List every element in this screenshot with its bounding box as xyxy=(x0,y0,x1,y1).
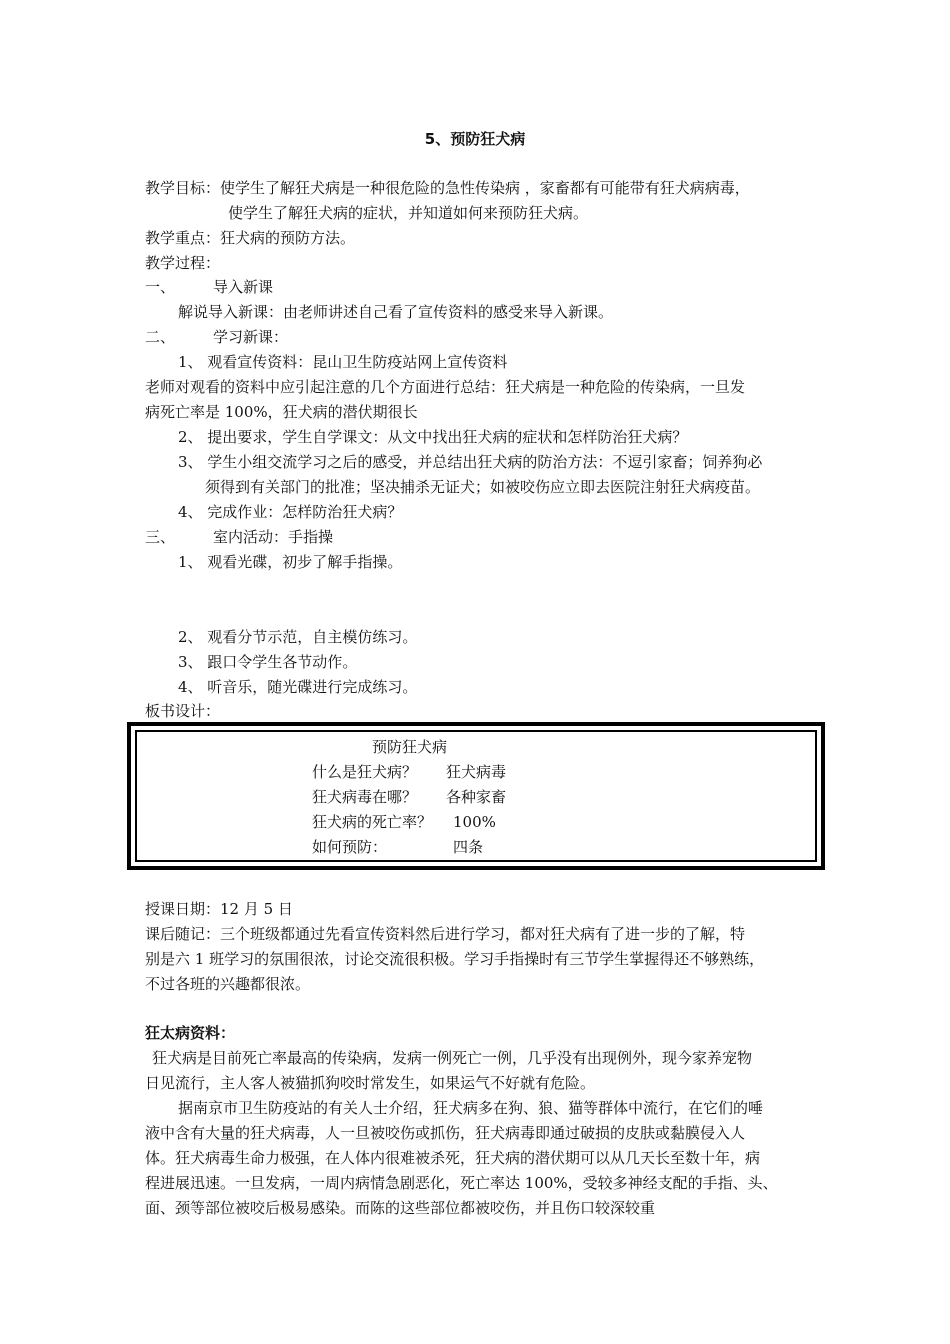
resource-p2-line-1: 据南京市卫生防疫站的有关人士介绍，狂犬病多在狗、狼、猫等群体中流行，在它们的唾 xyxy=(178,1099,764,1117)
section-3-number: 三、 xyxy=(145,528,176,546)
resource-p2-line-3: 体。狂犬病毒生命力极强，在人体内很难被杀死，狂犬病的潜伏期可以从几天长至数十年，病 xyxy=(145,1149,761,1167)
section-2-number: 二、 xyxy=(145,328,176,346)
notes-line-3: 不过各班的兴趣都很浓。 xyxy=(145,975,311,993)
board-row-4-answer: 四条 xyxy=(453,838,484,856)
objectives-line-1: 教学目标：使学生了解狂犬病是一种很危险的急性传染病 ，家畜都有可能带有狂犬病病毒， xyxy=(145,179,750,197)
board-row-1-answer: 狂犬病毒 xyxy=(446,763,507,781)
board-row-4-question: 如何预防： xyxy=(312,838,388,856)
blackboard-inner-border xyxy=(135,730,817,862)
section-1-title: 导入新课 xyxy=(213,278,274,296)
section-3-title: 室内活动：手指操 xyxy=(213,528,334,546)
key-point: 教学重点：狂犬病的预防方法。 xyxy=(145,229,356,247)
section-2-summary-line-2: 病死亡率是 100%，狂犬病的潜伏期很长 xyxy=(145,403,418,421)
section-3-item-1: 1、 观看光碟，初步了解手指操。 xyxy=(178,553,403,571)
board-row-3-answer: 100% xyxy=(453,813,496,831)
section-3-item-4: 4、 听音乐，随光碟进行完成练习。 xyxy=(178,678,418,696)
section-2-item-3-line-1: 3、 学生小组交流学习之后的感受，并总结出狂犬病的防治方法：不逗引家畜；饲养狗必 xyxy=(178,453,763,471)
section-2-item-1: 1、 观看宣传资料：昆山卫生防疫站网上宣传资料 xyxy=(178,353,508,371)
board-design-label: 板书设计： xyxy=(145,702,221,720)
board-row-1-question: 什么是狂犬病？ xyxy=(312,763,418,781)
resource-p1-line-1: 狂犬病是目前死亡率最高的传染病，发病一例死亡一例，几乎没有出现例外，现今家养宠物 xyxy=(152,1049,753,1067)
resource-p2-line-4: 程进展迅速。一旦发病，一周内病情急剧恶化，死亡率达 100%，受较多神经支配的手指、头、 xyxy=(145,1174,778,1192)
resource-heading: 狂太病资料： xyxy=(145,1024,236,1042)
process-label: 教学过程： xyxy=(145,254,221,272)
lesson-date: 授课日期：12 月 5 日 xyxy=(145,900,293,918)
section-2-item-3-line-2: 须得到有关部门的批准；坚决捕杀无证犬；如被咬伤应立即去医院注射狂犬病疫苗。 xyxy=(205,478,761,496)
section-1-body: 解说导入新课：由老师讲述自己看了宣传资料的感受来导入新课。 xyxy=(178,303,614,321)
board-row-2-answer: 各种家畜 xyxy=(446,788,507,806)
section-2-item-2: 2、 提出要求，学生自学课文：从文中找出狂犬病的症状和怎样防治狂犬病？ xyxy=(178,428,688,446)
page-title: 5、预防狂犬病 xyxy=(424,130,526,148)
notes-line-2: 别是六 1 班学习的氛围很浓，讨论交流很积极。学习手指操时有三节学生掌握得还不够熟练， xyxy=(145,950,765,968)
section-1-number: 一、 xyxy=(145,278,176,296)
section-2-summary-line-1: 老师对观看的资料中应引起注意的几个方面进行总结：狂犬病是一种危险的传染病，一旦发 xyxy=(145,378,746,396)
resource-p2-line-5: 面、颈等部位被咬后极易感染。而陈的这些部位都被咬伤，并且伤口较深较重 xyxy=(145,1199,656,1217)
objectives-line-2: 使学生了解狂犬病的症状，并知道如何来预防狂犬病。 xyxy=(228,204,589,222)
resource-p2-line-2: 液中含有大量的狂犬病毒，人一旦被咬伤或抓伤，狂犬病毒即通过破损的皮肤或黏膜侵入人 xyxy=(145,1124,746,1142)
resource-p1-line-2: 日见流行，主人客人被猫抓狗咬时常发生，如果运气不好就有危险。 xyxy=(145,1074,596,1092)
notes-line-1: 课后随记：三个班级都通过先看宣传资料然后进行学习，都对狂犬病有了进一步的了解，特 xyxy=(145,925,746,943)
blackboard-design-box xyxy=(127,722,825,870)
section-2-title: 学习新课： xyxy=(213,328,289,346)
board-row-3-question: 狂犬病的死亡率？ xyxy=(312,813,433,831)
board-row-2-question: 狂犬病毒在哪？ xyxy=(312,788,418,806)
section-3-item-2: 2、 观看分节示范，自主模仿练习。 xyxy=(178,628,418,646)
section-3-item-3: 3、 跟口令学生各节动作。 xyxy=(178,653,358,671)
section-2-item-4: 4、 完成作业：怎样防治狂犬病？ xyxy=(178,503,403,521)
board-heading: 预防狂犬病 xyxy=(372,738,448,756)
